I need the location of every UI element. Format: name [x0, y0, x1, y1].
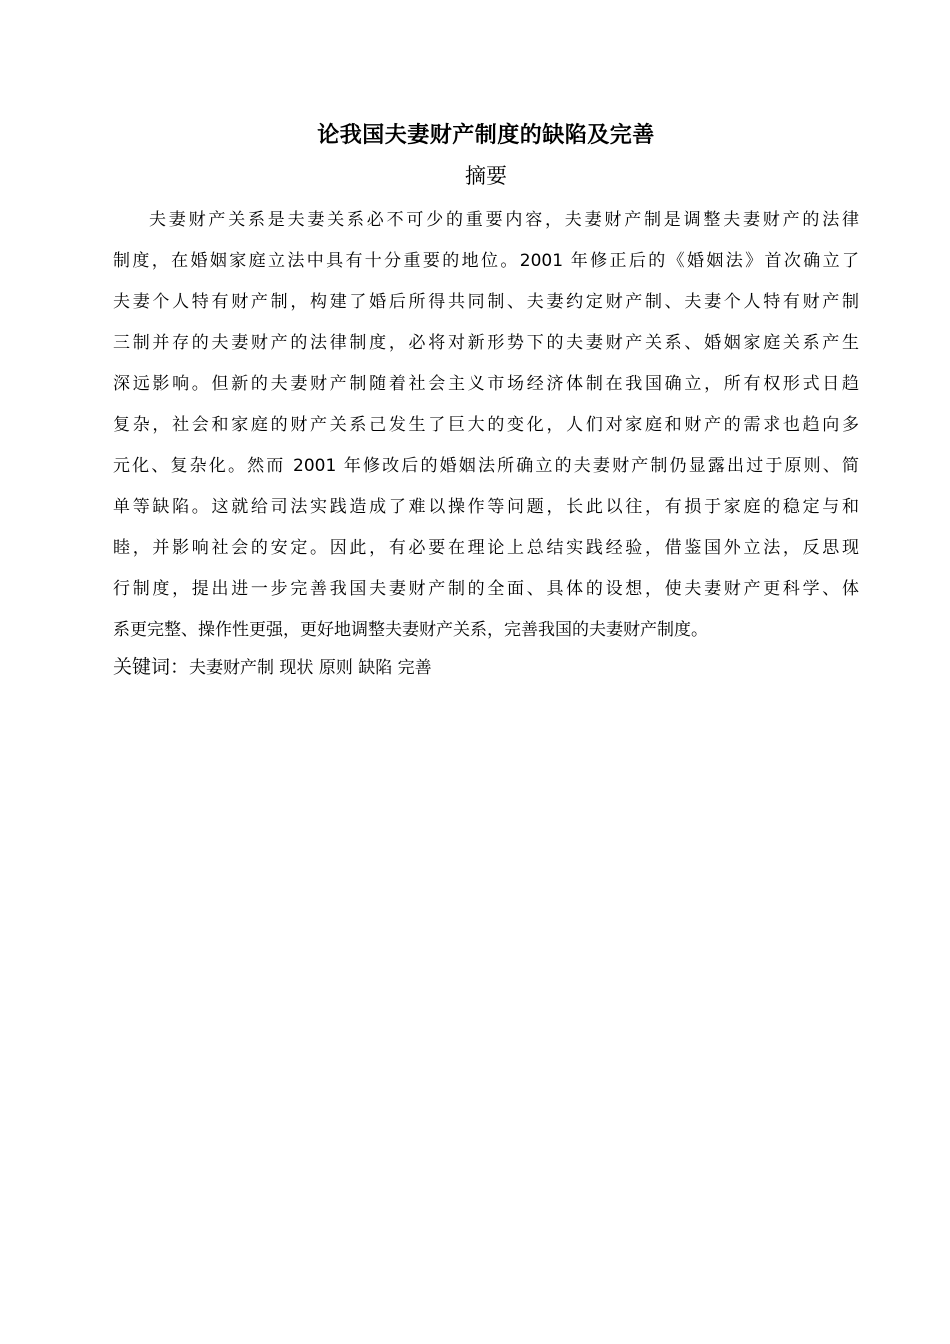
keywords-row — [113, 652, 859, 683]
abstract-line: 夫妻财产关系是夫妻关系必不可少的重要内容，夫妻财产制是调整夫妻财产的法律 — [149, 210, 859, 230]
abstract-line: 系更完整、操作性更强，更好地调整夫妻财产关系，完善我国的夫妻财产制度。 — [113, 620, 708, 640]
document-title: 论我国夫妻财产制度的缺陷及完善 — [317, 123, 655, 148]
abstract-line: 睦，并影响社会的安定。因此，有必要在理论上总结实践经验，借鉴国外立法，反思现 — [113, 538, 859, 558]
abstract-line: 三制并存的夫妻财产的法律制度，必将对新形势下的夫妻财产关系、婚姻家庭关系产生 — [113, 333, 859, 353]
abstract-heading: 摘要 — [465, 164, 507, 188]
abstract-line: 夫妻个人特有财产制，构建了婚后所得共同制、夫妻约定财产制、夫妻个人特有财产制 — [113, 292, 859, 312]
abstract-line: 行制度，提出进一步完善我国夫妻财产制的全面、具体的设想，使夫妻财产更科学、体 — [113, 579, 859, 599]
abstract-line: 制度，在婚姻家庭立法中具有十分重要的地位。2001 年修正后的《婚姻法》首次确立了 — [113, 251, 859, 271]
abstract-line: 单等缺陷。这就给司法实践造成了难以操作等问题，长此以往，有损于家庭的稳定与和 — [113, 497, 859, 517]
abstract-line: 元化、复杂化。然而 2001 年修改后的婚姻法所确立的夫妻财产制仍显露出过于原则、简 — [113, 456, 859, 476]
keywords-value: 夫妻财产制 现状 原则 缺陷 完善 — [189, 658, 432, 678]
abstract-line: 复杂，社会和家庭的财产关系己发生了巨大的变化，人们对家庭和财产的需求也趋向多 — [113, 415, 859, 435]
abstract-body — [113, 200, 859, 651]
abstract-line: 深远影响。但新的夫妻财产制随着社会主义市场经济体制在我国确立，所有权形式日趋 — [113, 374, 859, 394]
keywords-label: 关键词： — [113, 656, 190, 678]
